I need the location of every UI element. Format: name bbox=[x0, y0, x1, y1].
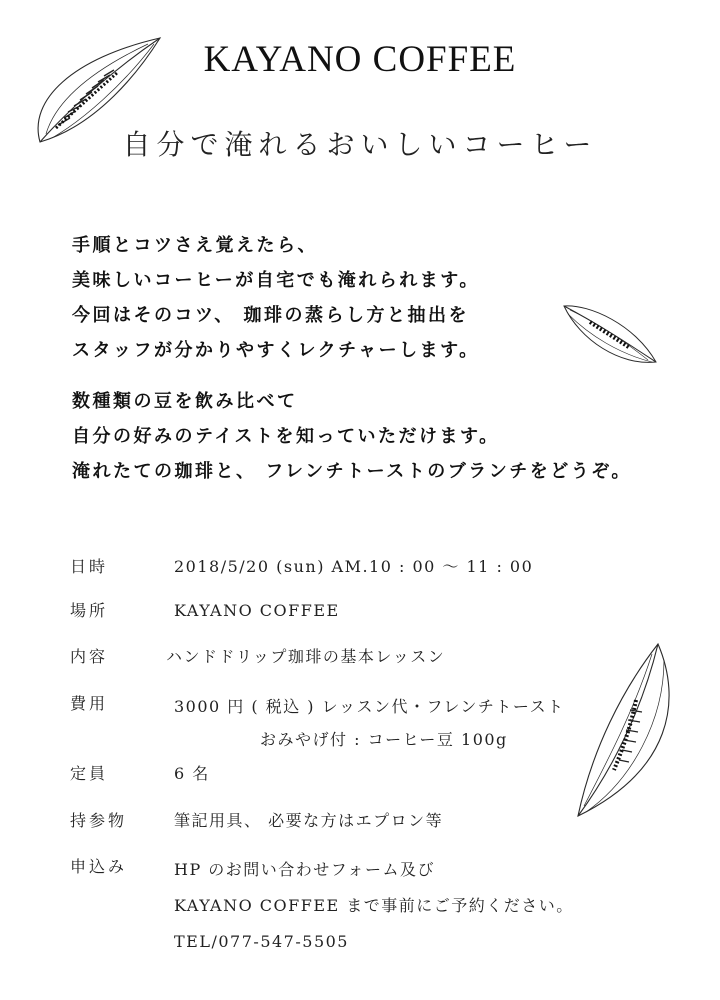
event-details bbox=[70, 552, 680, 952]
detail-row-belongings bbox=[70, 806, 680, 852]
detail-line: TEL/077-547-5505 bbox=[174, 932, 349, 951]
detail-row-fee bbox=[70, 689, 680, 759]
detail-line: おみやげ付 : コーヒー豆 100g bbox=[260, 730, 508, 749]
detail-label: 持参物 bbox=[70, 811, 128, 830]
brand-title: KAYANO COFFEE bbox=[203, 39, 517, 80]
intro-line: スタッフが分かりやすくレクチャーします。 bbox=[72, 340, 480, 361]
detail-value bbox=[174, 689, 680, 755]
detail-row-capacity bbox=[70, 759, 680, 806]
detail-value bbox=[174, 596, 680, 626]
detail-label: 費用 bbox=[70, 694, 109, 713]
intro-line: 美味しいコーヒーが自宅でも淹れられます。 bbox=[72, 270, 480, 291]
intro-line: 手順とコツさえ覚えたら、 bbox=[72, 235, 318, 256]
detail-value bbox=[174, 806, 680, 836]
detail-label: 申込み bbox=[70, 857, 128, 876]
intro-line: 淹れたての珈琲と、 フレンチトーストのブランチをどうぞ。 bbox=[72, 461, 632, 482]
detail-line: KAYANO COFFEE まで事前にご予約ください。 bbox=[174, 896, 574, 915]
detail-line: 3000 円 ( 税込 ) レッスン代・フレンチトースト bbox=[174, 697, 565, 716]
detail-line: 筆記用具、 必要な方はエプロン等 bbox=[174, 811, 444, 830]
detail-value bbox=[174, 552, 680, 582]
intro-text bbox=[72, 228, 692, 489]
detail-line: 2018/5/20 (sun) AM.10 : 00 〜 11 : 00 bbox=[174, 557, 534, 576]
detail-row-application bbox=[70, 852, 680, 952]
intro-line: 今回はそのコツ、 珈琲の蒸らし方と抽出を bbox=[72, 305, 470, 326]
intro-paragraph bbox=[72, 228, 692, 368]
detail-line: ハンドドリップ珈琲の基本レッスン bbox=[166, 647, 446, 666]
detail-label: 場所 bbox=[70, 601, 109, 620]
detail-line: KAYANO COFFEE bbox=[174, 601, 340, 620]
intro-line: 自分の好みのテイストを知っていただけます。 bbox=[72, 426, 500, 447]
intro-line: 数種類の豆を飲み比べて bbox=[72, 391, 298, 412]
detail-value bbox=[174, 852, 680, 960]
detail-label: 日時 bbox=[70, 557, 109, 576]
detail-line: HP のお問い合わせフォーム及び bbox=[174, 860, 436, 879]
detail-row-content bbox=[70, 642, 680, 689]
detail-value bbox=[166, 642, 680, 672]
intro-paragraph bbox=[72, 384, 692, 489]
page-subtitle: 自分で淹れるおいしいコーヒー bbox=[122, 128, 598, 161]
detail-value bbox=[174, 759, 680, 789]
detail-row-datetime bbox=[70, 552, 680, 596]
detail-label: 内容 bbox=[70, 647, 109, 666]
detail-label: 定員 bbox=[70, 764, 109, 783]
detail-line: 6 名 bbox=[174, 764, 210, 783]
detail-row-venue bbox=[70, 596, 680, 642]
